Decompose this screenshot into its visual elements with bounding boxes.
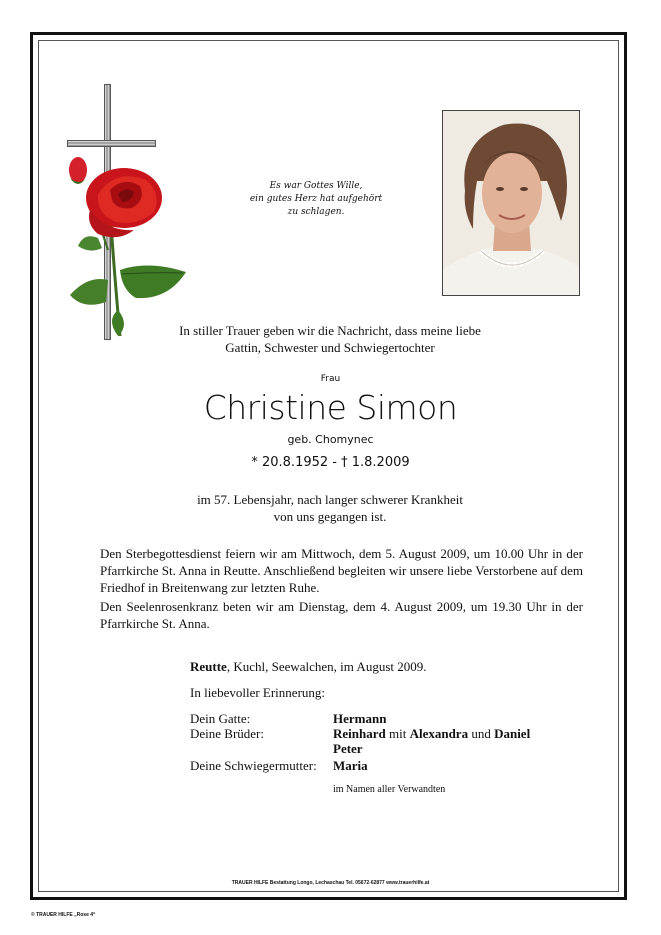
copyright: © TRAUER HILFE „Rose 4“ [31,912,96,918]
passing-line-2: von uns gegangen ist. [273,509,387,524]
rose-icon [58,150,198,340]
place-town: Reutte [190,659,227,674]
cross-bar [67,140,156,147]
salutation: Frau [320,374,341,384]
passing [60,491,600,525]
spouse-label: Dein Gatte: [190,711,251,726]
brothers-label: Deine Brüder: [190,726,265,741]
service-paragraph-2: Den Seelenrosenkranz beten wir am Dienstag, dem 4. August 2009, um 19.30 Uhr in der Pfarrkirche St. Anna. [100,599,583,631]
quote [236,180,396,219]
and-word: und [468,726,495,741]
life-dates: * 20.8.1952 - † 1.8.2009 [251,455,410,470]
mother-in-law-label: Deine Schwiegermutter: [190,758,317,773]
child-2: Daniel [494,726,531,741]
brother-1: Reinhard [333,726,386,741]
quote-line-1: Es war Gottes Wille, [269,181,363,191]
deceased-name: Christine Simon [203,388,458,427]
maiden-name: geb. Chomynec [287,433,374,446]
quote-line-3: zu schlagen. [287,207,345,217]
intro-line-2: Gattin, Schwester und Schwiegertochter [225,340,435,355]
passing-line-1: im 57. Lebensjahr, nach langer schwerer Krankheit [197,492,463,507]
quote-line-2: ein gutes Herz hat aufgehört [249,194,383,204]
intro-line-1: In stiller Trauer geben wir die Nachricht, dass meine liebe [179,323,481,338]
place-rest: , Kuchl, Seewalchen, im August 2009. [226,659,427,674]
with-word: mit [385,726,410,741]
intro [60,322,600,356]
place-date [190,658,427,675]
memory-label: In liebevoller Erinnerung: [190,685,326,700]
spouse-name: Hermann [333,711,387,726]
child-1: Alexandra [409,726,469,741]
relatives-note: im Namen aller Verwandten [333,784,446,795]
portrait-photo [442,110,580,296]
service-paragraph-1: Den Sterbegottesdienst feiern wir am Mittwoch, dem 5. August 2009, um 10.00 Uhr in der Pfarrkirche St. Anna in Reutte. Anschließend begleiten wir unsere liebe Verstorbene auf dem Friedhof in Breitenwang zur letzten Ruhe. [100,546,583,595]
brother-2: Peter [333,741,363,756]
footer: TRAUER HILFE Bestattung Longo, Lechaschau Tel. 05672-62877 www.trauerhilfe.at [231,880,430,886]
mother-in-law-name: Maria [333,758,368,773]
